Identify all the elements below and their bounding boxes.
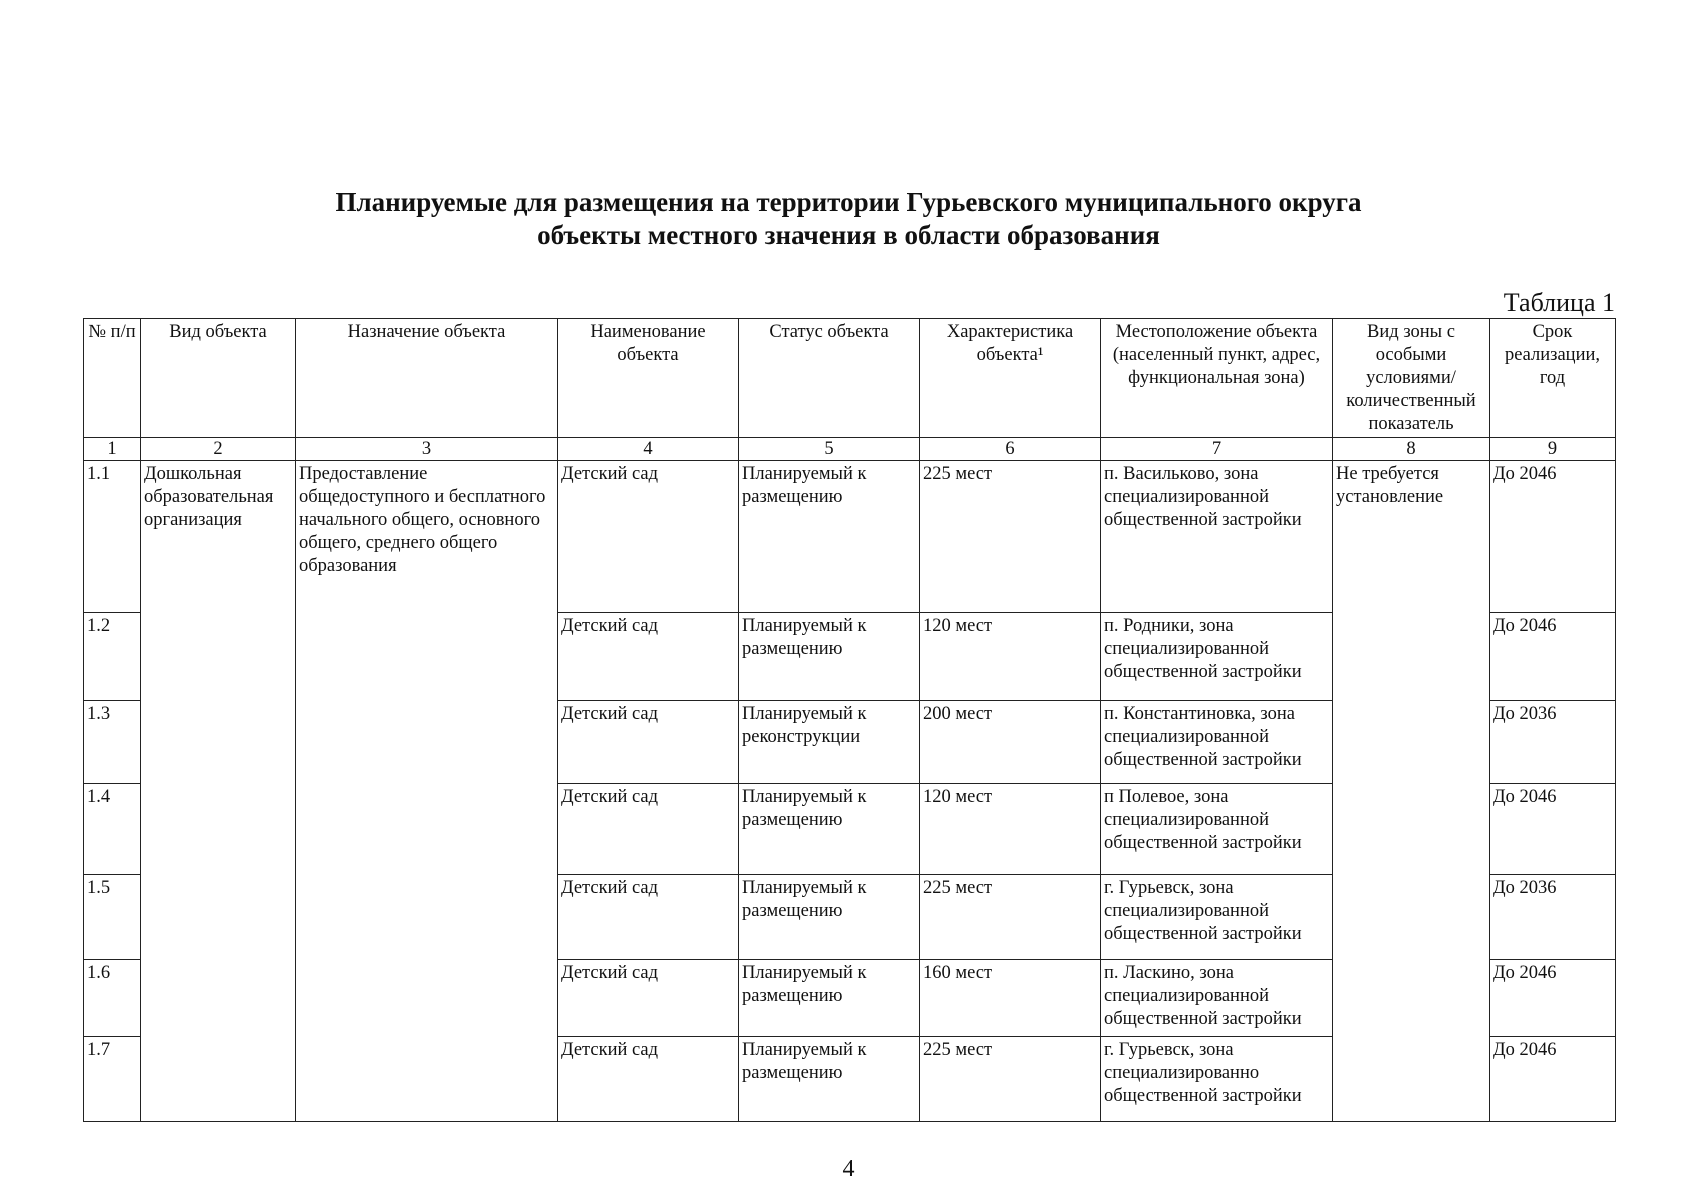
term-cell: До 2046	[1490, 613, 1616, 701]
capacity-cell: 120 мест	[920, 784, 1101, 875]
column-number-row	[84, 438, 1616, 461]
header-cell: Местоположение объекта (населенный пункт, адрес, функциональная зона)	[1101, 319, 1333, 438]
status-cell: Планируемый к размещению	[739, 784, 920, 875]
table-caption: Таблица 1	[1503, 288, 1615, 317]
column-number: 2	[141, 438, 296, 461]
location-cell: п. Константиновка, зона специализированной общественной застройки	[1101, 701, 1333, 784]
zone-cell: Не требуется установление	[1333, 461, 1490, 1122]
header-cell: № п/п	[84, 319, 141, 438]
header-cell: Срок реализации, год	[1490, 319, 1616, 438]
header-cell: Характеристика объекта¹	[920, 319, 1101, 438]
row-number: 1.1	[84, 461, 141, 613]
document-title	[0, 186, 1697, 252]
object-type-cell: Дошкольная образовательная организация	[141, 461, 296, 1122]
header-cell: Вид объекта	[141, 319, 296, 438]
row-number: 1.4	[84, 784, 141, 875]
row-number: 1.7	[84, 1037, 141, 1122]
term-cell: До 2046	[1490, 1037, 1616, 1122]
object-name-cell: Детский сад	[558, 875, 739, 960]
location-cell: п Полевое, зона специализированной общественной застройки	[1101, 784, 1333, 875]
object-name-cell: Детский сад	[558, 1037, 739, 1122]
location-cell: п. Родники, зона специализированной общественной застройки	[1101, 613, 1333, 701]
object-name-cell: Детский сад	[558, 960, 739, 1037]
column-number: 5	[739, 438, 920, 461]
row-number: 1.6	[84, 960, 141, 1037]
term-cell: До 2036	[1490, 701, 1616, 784]
row-number: 1.2	[84, 613, 141, 701]
header-cell: Вид зоны с особыми условиями/ количественный показатель	[1333, 319, 1490, 438]
object-name-cell: Детский сад	[558, 613, 739, 701]
objects-table	[83, 318, 1616, 1122]
header-row	[84, 319, 1616, 438]
term-cell: До 2046	[1490, 784, 1616, 875]
object-name-cell: Детский сад	[558, 784, 739, 875]
column-number: 3	[296, 438, 558, 461]
term-cell: До 2046	[1490, 960, 1616, 1037]
column-number: 6	[920, 438, 1101, 461]
title-line-2: объекты местного значения в области образования	[537, 220, 1160, 250]
capacity-cell: 120 мест	[920, 613, 1101, 701]
location-cell: п. Ласкино, зона специализированной общественной застройки	[1101, 960, 1333, 1037]
capacity-cell: 225 мест	[920, 1037, 1101, 1122]
status-cell: Планируемый к реконструкции	[739, 701, 920, 784]
header-cell: Наименование объекта	[558, 319, 739, 438]
term-cell: До 2046	[1490, 461, 1616, 613]
column-number: 4	[558, 438, 739, 461]
location-cell: п. Васильково, зона специализированной общественной застройки	[1101, 461, 1333, 613]
purpose-cell: Предоставление общедоступного и бесплатного начального общего, основного общего, среднего общего образования	[296, 461, 558, 1122]
table-row	[84, 461, 1616, 613]
column-number: 9	[1490, 438, 1616, 461]
term-cell: До 2036	[1490, 875, 1616, 960]
object-name-cell: Детский сад	[558, 461, 739, 613]
title-line-1: Планируемые для размещения на территории Гурьевского муниципального округа	[335, 187, 1362, 217]
header-cell: Назначение объекта	[296, 319, 558, 438]
row-number: 1.3	[84, 701, 141, 784]
status-cell: Планируемый к размещению	[739, 461, 920, 613]
page-number: 4	[842, 1156, 855, 1182]
capacity-cell: 160 мест	[920, 960, 1101, 1037]
status-cell: Планируемый к размещению	[739, 875, 920, 960]
status-cell: Планируемый к размещению	[739, 1037, 920, 1122]
column-number: 8	[1333, 438, 1490, 461]
capacity-cell: 225 мест	[920, 875, 1101, 960]
row-number: 1.5	[84, 875, 141, 960]
location-cell: г. Гурьевск, зона специализированной общественной застройки	[1101, 875, 1333, 960]
object-name-cell: Детский сад	[558, 701, 739, 784]
column-number: 7	[1101, 438, 1333, 461]
location-cell: г. Гурьевск, зона специализированно общественной застройки	[1101, 1037, 1333, 1122]
capacity-cell: 225 мест	[920, 461, 1101, 613]
status-cell: Планируемый к размещению	[739, 613, 920, 701]
header-cell: Статус объекта	[739, 319, 920, 438]
column-number: 1	[84, 438, 141, 461]
capacity-cell: 200 мест	[920, 701, 1101, 784]
status-cell: Планируемый к размещению	[739, 960, 920, 1037]
